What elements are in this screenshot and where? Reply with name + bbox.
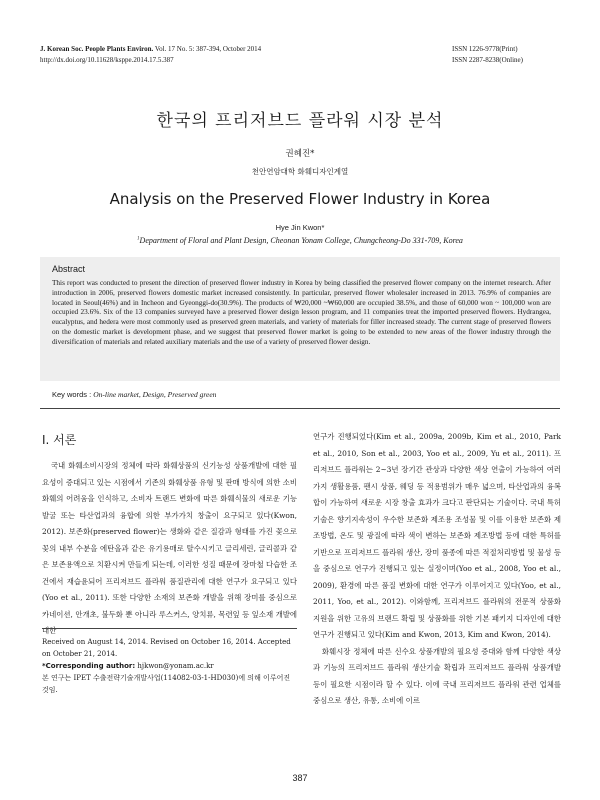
corresponding-email[interactable]: hjkwon@yonam.ac.kr — [135, 662, 214, 670]
keywords-list: On-line market, Design, Preserved green — [93, 390, 217, 399]
keywords — [52, 390, 216, 399]
received-dates: Received on August 14, 2014. Revised on October 16, 2014. Accepted on October 21, 2014. — [42, 638, 291, 658]
doi-link[interactable]: http://dx.doi.org/10.11628/ksppe.2014.17.5.387 — [40, 56, 174, 64]
affiliation-text: Department of Floral and Plant Design, Cheonan Yonam College, Chungcheong-Do 331-709, Korea — [139, 236, 463, 245]
english-title: Analysis on the Preserved Flower Industry in Korea — [109, 190, 491, 208]
footnote — [42, 636, 297, 696]
journal-name: J. Korean Soc. People Plants Environ. — [40, 45, 154, 53]
korean-affiliation: 천안연암대학 화훼디자인계열 — [251, 167, 349, 176]
funding-note: 본 연구는 IPET 수출전략기술개발사업(114082-03-1-HD030)에 의해 이루어진 것임. — [42, 674, 291, 694]
corresponding-author — [42, 660, 297, 672]
korean-author: 권혜진* — [285, 149, 315, 159]
page-number: 387 — [292, 773, 308, 783]
intro-paragraph: 국내 화훼소비시장의 정체에 따라 화훼상품의 신기능성 상품개발에 대한 필요성이 증대되고 있는 시점에서 기존의 화훼상품 유형 및 판매 방식에 의한 소비 화훼의 어려움을 인식하고, 소비자 트랜드 변화에 따른 화훼식물의 새로운 기능 발굴 또는 타산업과의 융합에 의한 부가가치 창출이 요구되고 있다(Kwon, 2012). 보존화(preserved flower)는 생화와 같은 질감과 형태를 가진 꽃으로 꽃의 내부 수분을 에탄올과 같은 유기용매로 탈수시키고 글리세린, 글리콜과 같은 보존용액으로 치환시켜 만들게 되는데, 이러한 성질 때문에 장마철 다습한 조건에서 재습윤되어 프리저브드 플라워 품질관리에 대한 연구가 요구되고 있다(Yoo et al., 2011). 또한 다양한 소재의 보존화 개발을 위해 장미를 중심으로 카네이션, 안개초, 불두화 뿐 아니라 루스커스, 양치류, 목련잎 등 잎소재 개발에 대한 — [42, 461, 297, 635]
corresponding-label: *Corresponding author: — [42, 662, 136, 670]
keywords-divider — [40, 408, 560, 409]
footnote-divider — [42, 628, 297, 629]
journal-citation — [40, 44, 261, 55]
issn-online: ISSN 2287-8238(Online) — [452, 56, 523, 64]
journal-header — [40, 44, 261, 66]
issn-print: ISSN 1226-9778(Print) — [452, 45, 518, 53]
issn-block — [452, 44, 523, 66]
abstract-text: This report was conducted to present the direction of preserved flower industry in Korea by being classified the preserved flower company on the internet research. After introduction in 2006, preserved flowers domestic market increased consistently. In particular, preserved flower wholesaler increased in 2013. 76.9% of companies are located in Seoul(46%) and in Incheon and Gyeonggi-do(30.9%). The products of ₩20,000 ~₩60,000 are occupied 38.5%, and those of 60,000 won ~ 100,000 won are occupied 23.6%. Six of the 13 companies surveyed have a preserved flower design lesson program, and 11 companies treat the imported preserved flowers. Hydrangea, eucalyptus, and hedera were most commonly used as preserved green materials, and variety of materials for filler increased steady. The current stage of preserved flowers on the domestic market is development phase, and we suggest that preserved flower market is going to be extended to new areas of the flower industry through the diversification of materials and related auxiliary materials and the use of a variety of preserved flower design. — [52, 279, 551, 346]
keywords-label: Key words : — [52, 390, 94, 399]
volume-info: Vol. 17 No. 5: 387-394, October 2014 — [153, 45, 262, 53]
english-author: Hye Jin Kwon* — [275, 223, 325, 232]
abstract-label: Abstract — [52, 264, 86, 274]
intro-paragraph-continued: 연구가 진행되었다(Kim et al., 2009a, 2009b, Kim et al., 2010, Park et al., 2010, Son et al., 2003, Yoo et al., 2009, Yu et al., 2011). 프리저브드 플라워는 2~3년 장기간 관상과 다양한 색상 연출이 가능하여 여러 가지 생활용품, 팬시 상품, 웨딩 등 적용범위가 매우 넓으며, 타산업과의 융복합이 가능하여 새로운 시장 창출 효과가 크다고 판단되는 기술이다. 국내 특허기술은 향기지속성이 우수한 보존화 제조용 조성물 및 이를 이용한 보존화 제조방법, 온도 및 광질에 따라 색이 변하는 보존화 제조방법 등에 대한 특허를 기반으로 프리저브드 플라워 생산, 장미 품종에 따른 적절처리방법 및 물성 등을 중심으로 연구가 진행되고 있는 실정이며(Yoo et al., 2008, Yoo et al., 2009), 환경에 따른 품질 변화에 대한 연구가 이루어지고 있다(Yoo, et al., 2011, Yoo, et al., 2012). 이와함께, 프리저브드 플라워의 전문적 상품화 지원을 위한 고유의 브랜드 확립 및 상품화를 위한 기본 패키지 디자인에 대한 연구가 진행되고 있다(Kim and Kwon, 2013, Kim and Kwon, 2014). — [313, 432, 561, 639]
intro-paragraph-2: 화훼시장 정체에 따른 신수요 상품개발의 필요성 증대와 함께 다양한 색상과 기능의 프리저브드 플라워 생산기술 확립과 프리저브드 플라워 상품개발 등이 필요한 시점이라 할 수 있다. 이에 국내 프리저브드 플라워 관련 업체를 중심으로 생산, 유통, 소비에 이르 — [313, 646, 561, 705]
affiliation-mark: 1 — [137, 236, 140, 242]
english-affiliation — [0, 236, 600, 245]
right-column — [313, 429, 561, 710]
section-heading: Ⅰ. 서론 — [42, 433, 77, 447]
korean-title: 한국의 프리저브드 플라워 시장 분석 — [156, 111, 444, 131]
left-column — [42, 458, 297, 640]
